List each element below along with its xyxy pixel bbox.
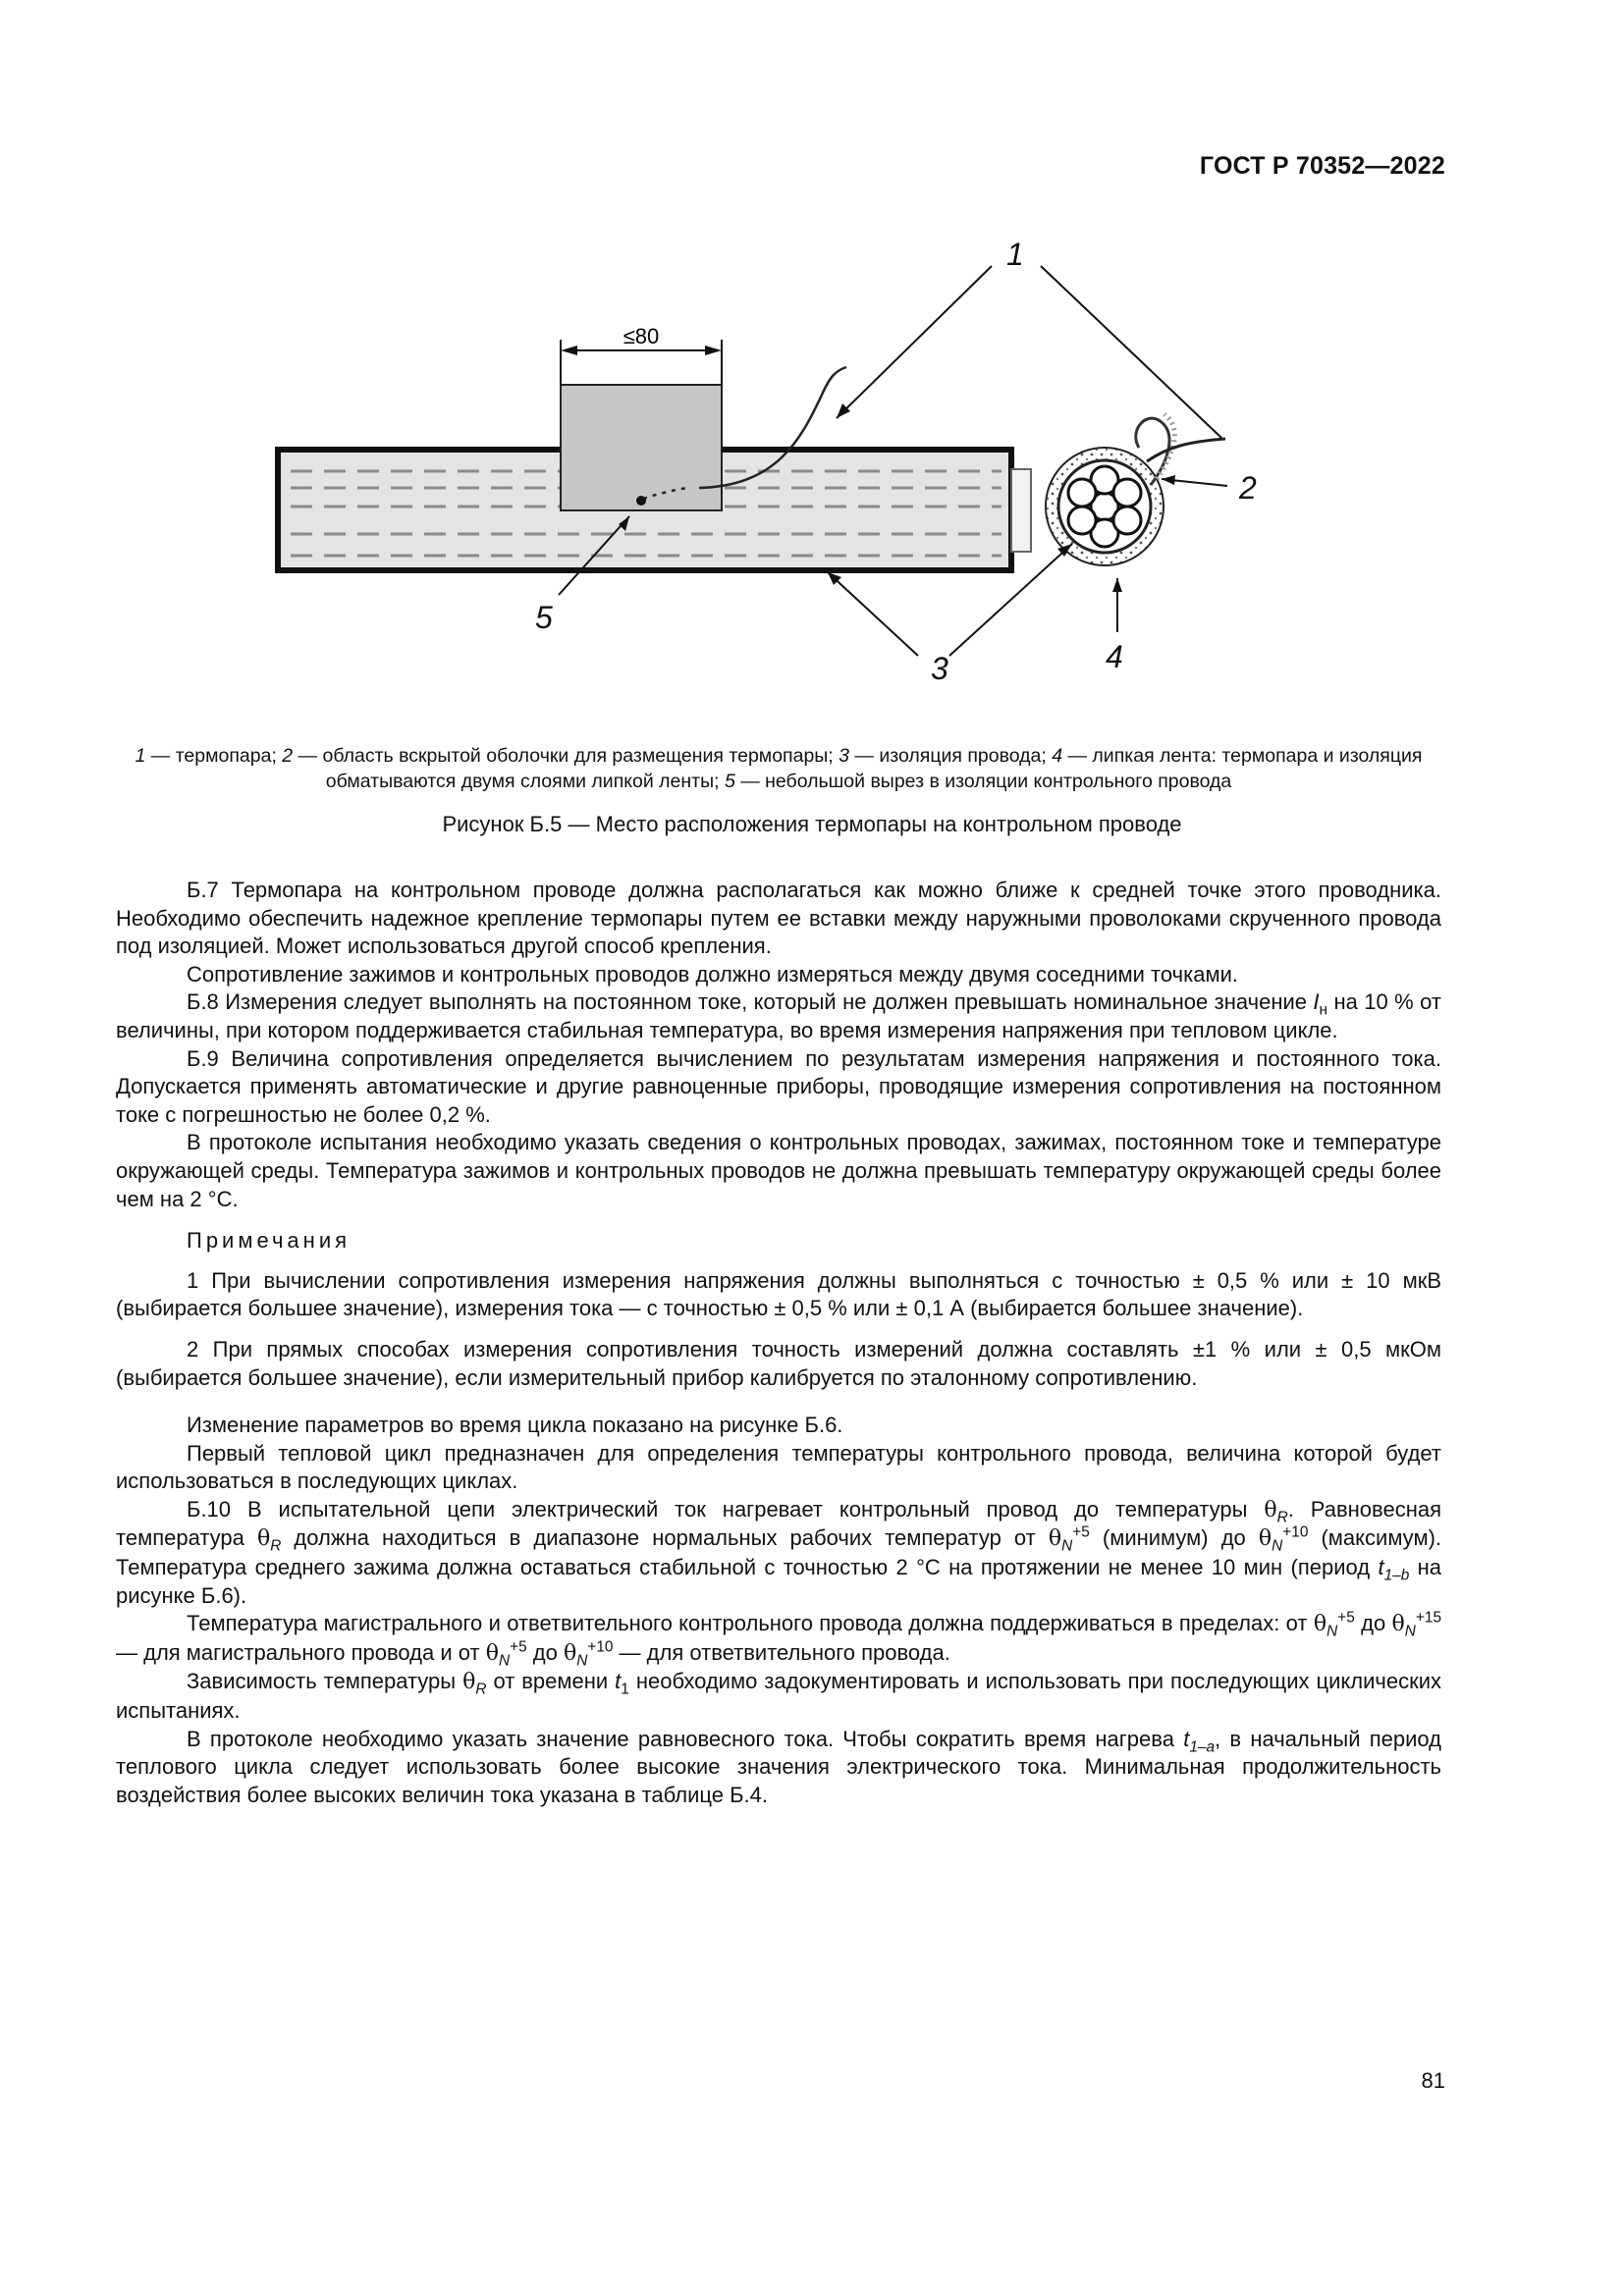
b10-b: . Равновесная температура	[116, 1496, 1441, 1551]
sub-1a: 1–a	[1189, 1738, 1216, 1756]
p9-c: — для магистрального провода и от	[116, 1639, 486, 1665]
paragraph-b10	[116, 1496, 1441, 1610]
sub-N: N	[1326, 1623, 1338, 1640]
p9-b: до	[1354, 1611, 1392, 1636]
callout-2: 2	[1239, 470, 1257, 506]
sub-N: N	[498, 1652, 511, 1670]
symbol-I: I	[1313, 989, 1320, 1015]
sub-N: N	[1272, 1537, 1283, 1555]
legend-text-1: — термопара;	[145, 745, 283, 767]
legend-num-3: 3	[839, 745, 850, 767]
figure-legend	[116, 743, 1441, 794]
legend-text-3: — изоляция провода;	[849, 745, 1053, 767]
legend-text-5: — небольшой вырез в изоляции контрольного провода	[734, 771, 1232, 792]
dimension-label: ≤80	[623, 324, 660, 348]
document-code: ГОСТ Р 70352—2022	[1199, 152, 1445, 180]
b8-part-a: Б.8 Измерения следует выполнять на постоянном токе, который не должен превышать номинальное значение	[187, 989, 1314, 1015]
p10-a: Зависимость температуры	[187, 1669, 463, 1694]
note-1: 1 При вычислении сопротивления измерения напряжения должны выполняться с точностью ± 0,5 % или ± 10 мкВ (выбирается большее значение), измерения тока — с точностью ± 0,5 % или ± 0,1 А (выбирается большее значение).	[116, 1267, 1441, 1321]
figure-title: Рисунок Б.5 — Место расположения термопары на контрольном проводе	[442, 812, 1182, 836]
legend-num-5: 5	[724, 771, 735, 792]
notes-heading: Примечания	[187, 1228, 352, 1254]
paragraph-b7: Б.7 Термопара на контрольном проводе должна располагаться как можно ближе к средней точке этого проводника. Необходимо обеспечить надежное крепление термопары путем ее вставки между наружными проволоками скрученного провода под изоляцией. Может использоваться другой способ крепления.	[116, 878, 1441, 959]
paragraph-equilibrium-current	[116, 1726, 1441, 1810]
theta: θ	[1391, 1612, 1405, 1637]
theta: θ	[462, 1670, 476, 1695]
symbol-I-sub: н	[1319, 1001, 1328, 1019]
body-text	[116, 877, 1441, 1809]
sup-plus5: +5	[1072, 1524, 1090, 1542]
callout-3: 3	[931, 651, 948, 686]
cable-cross-section	[1046, 414, 1225, 565]
theta: θ	[1048, 1526, 1062, 1552]
legend-text-2: — область вскрытой оболочки для размещения термопары;	[293, 745, 839, 767]
open-sheath-area	[561, 385, 722, 510]
b10-c: должна находиться в диапазоне нормальных рабочих температур от	[281, 1525, 1049, 1551]
sup-plus10: +10	[587, 1638, 614, 1656]
p9-a: Температура магистрального и ответвительного контрольного провода должна поддерживаться в пределах: от	[187, 1611, 1314, 1636]
sup-plus15: +15	[1415, 1609, 1441, 1627]
p10-b: от времени	[486, 1669, 616, 1694]
p9-d: до	[526, 1639, 564, 1665]
thermocouple-tip	[636, 496, 646, 506]
paragraph-b9: Б.9 Величина сопротивления определяется вычислением по результатам измерения напряжения и постоянного тока. Допускается применять автоматические и другие равноценные приборы, проводящие измерения сопротивления на постоянном токе с погрешностью не более 0,2 %.	[116, 1045, 1441, 1127]
legend-num-1: 1	[135, 745, 146, 767]
symbol-t: t	[1378, 1555, 1384, 1580]
theta: θ	[256, 1526, 271, 1552]
theta: θ	[1264, 1497, 1277, 1522]
theta: θ	[1258, 1526, 1272, 1552]
callout-4: 4	[1106, 639, 1123, 674]
b10-a: Б.10 В испытательной цепи электрический ток нагревает контрольный провод до температуры	[187, 1496, 1265, 1522]
legend-text-4: — липкая лента: термопара и изоляция обматываются двумя слоями липкой ленты;	[325, 745, 1423, 792]
sup-plus10: +10	[1282, 1524, 1309, 1542]
sub-1: 1	[621, 1681, 629, 1698]
callout-5: 5	[535, 600, 553, 635]
sub-1b: 1–b	[1383, 1567, 1410, 1584]
theta: θ	[563, 1640, 577, 1666]
theta: θ	[1313, 1612, 1327, 1637]
paragraph-resistance: Сопротивление зажимов и контрольных проводов должно измеряться между двумя соседними точками.	[187, 961, 1238, 987]
sub-N: N	[1061, 1537, 1073, 1555]
symbol-t: t	[1183, 1726, 1190, 1751]
sup-plus5: +5	[1337, 1609, 1355, 1627]
sub-R: R	[270, 1537, 282, 1555]
sub-N: N	[576, 1652, 588, 1670]
theta: θ	[485, 1640, 499, 1666]
sup-plus5: +5	[510, 1638, 527, 1656]
p10-c: необходимо задокументировать и использовать при последующих циклических испытаниях.	[116, 1669, 1441, 1724]
b8-part-b: на 10 % от величины, при котором поддерживается стабильная температура, во время измерения напряжения при тепловом цикле.	[116, 989, 1441, 1042]
callout-1: 1	[1006, 237, 1024, 272]
paragraph-b8	[116, 988, 1441, 1044]
p11-b: , в начальный период теплового цикла следует использовать более высокие значения электрического тока. Минимальная продолжительность воздействия более высоких величин тока указана в таблице Б.4.	[116, 1726, 1441, 1807]
b10-e: (максимум). Температура среднего зажима должна оставаться стабильной с точностью 2 °C на протяжении не менее 10 мин (период	[116, 1525, 1442, 1580]
paragraph-first-cycle: Первый тепловой цикл предназначен для определения температуры контрольного провода, величина которой будет использоваться в последующих циклах.	[116, 1440, 1441, 1494]
paragraph-temperature-range	[116, 1610, 1441, 1668]
symbol-t: t	[615, 1669, 622, 1694]
sub-N: N	[1404, 1623, 1416, 1640]
p9-e: — для ответвительного провода.	[613, 1639, 950, 1665]
paragraph-dependence	[116, 1668, 1441, 1725]
note-2: 2 При прямых способах измерения сопротивления точность измерений должна составлять ±1 % или ± 0,5 мкОм (выбирается большее значение), если измерительный прибор калибруется по эталонному сопротивлению.	[116, 1336, 1441, 1390]
sub-R: R	[475, 1681, 487, 1698]
legend-num-4: 4	[1052, 745, 1063, 767]
b10-d: (минимум) до	[1089, 1525, 1259, 1551]
p11-a: В протоколе необходимо указать значение равновесного тока. Чтобы сократить время нагрева	[187, 1726, 1184, 1751]
page-number: 81	[1421, 2068, 1445, 2093]
sub-R: R	[1276, 1509, 1288, 1526]
legend-num-2: 2	[282, 745, 294, 767]
paragraph-figure-ref: Изменение параметров во время цикла показано на рисунке Б.6.	[187, 1413, 843, 1438]
paragraph-protocol: В протоколе испытания необходимо указать сведения о контрольных проводах, зажимах, постоянном токе и температуре окружающей среды. Температура зажимов и контрольных проводов не должна превышать температуру окружающей среды более чем на 2 °C.	[116, 1130, 1441, 1211]
b10-f: на рисунке Б.6).	[116, 1555, 1441, 1608]
thermocouple-figure	[0, 0, 1624, 707]
